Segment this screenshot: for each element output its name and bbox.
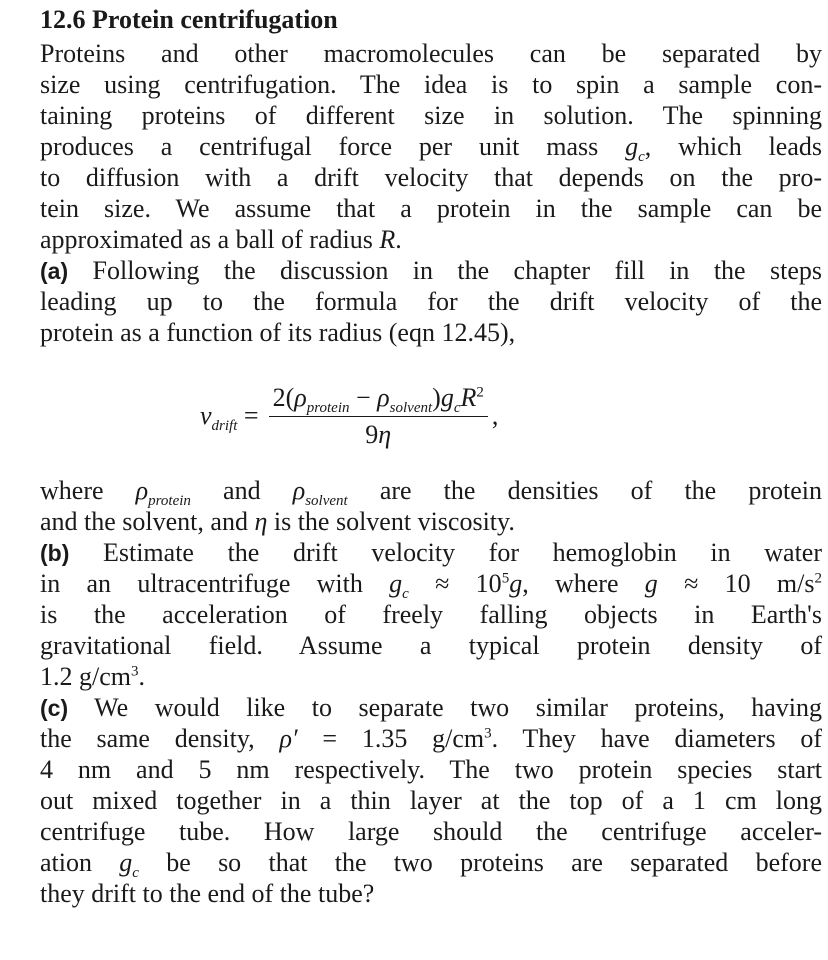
text-run: leading up to the formula for the drift velocity of the xyxy=(40,287,822,316)
text-run: be so that the two proteins are separated before xyxy=(138,848,822,877)
text-run: . xyxy=(395,225,402,254)
text-line xyxy=(40,816,822,847)
text-run: approximated as a ball of radius xyxy=(40,225,380,254)
text-line xyxy=(40,630,822,661)
math-i: g xyxy=(644,569,658,598)
text-line xyxy=(40,599,822,630)
text-run: and xyxy=(190,476,293,505)
math-sub: c xyxy=(402,586,409,603)
math-sub: c xyxy=(132,865,139,882)
math-sub: protein xyxy=(148,493,191,510)
eq-eta: η xyxy=(378,419,392,449)
part-label: (b) xyxy=(40,540,70,566)
math-i: g xyxy=(625,132,639,161)
eq-g-sub: c xyxy=(453,399,461,416)
part-label: (c) xyxy=(40,695,69,721)
text-run: tein size. We assume that a protein in the sample can be xyxy=(40,194,822,223)
text-run: . xyxy=(138,662,145,691)
eq-comma: , xyxy=(491,401,499,430)
math-i: η xyxy=(254,507,268,536)
math-sup: 2 xyxy=(814,570,822,587)
eq-rho-solvent-sub: solvent xyxy=(389,399,433,416)
eq-v-sub: drift xyxy=(211,418,238,435)
text-run: is the acceleration of freely falling objects in Earth's xyxy=(40,600,822,629)
math-sup: 3 xyxy=(484,725,492,742)
text-run: , where xyxy=(522,569,645,598)
text-run: out mixed together in a thin layer at the top of a 1 cm long xyxy=(40,786,822,815)
eq-v: v xyxy=(200,401,212,430)
text-line xyxy=(40,506,822,537)
text-run: Estimate the drift velocity for hemoglobin in water xyxy=(69,538,822,567)
text-run: are the densities of the protein xyxy=(347,476,822,505)
text-line xyxy=(40,255,822,286)
eq-num-a: 2( xyxy=(272,382,295,412)
text-line xyxy=(40,692,822,723)
eq-minus: − xyxy=(349,382,378,412)
text-run: ≈ 10 xyxy=(408,569,502,598)
text-run: they drift to the end of the tube? xyxy=(40,879,375,908)
text-line xyxy=(40,193,822,224)
eq-R: R xyxy=(460,382,477,412)
math-i: R xyxy=(379,225,396,254)
part-label: (a) xyxy=(40,258,69,284)
text-run: protein as a function of its radius (eqn 12.45), xyxy=(40,318,516,347)
text-line xyxy=(40,568,822,603)
text-run: 4 nm and 5 nm respectively. The two protein species start xyxy=(40,755,822,784)
text-run: centrifuge tube. How large should the centrifuge acceler- xyxy=(40,817,822,846)
text-line xyxy=(40,537,822,568)
text-line xyxy=(40,100,822,131)
math-i: g xyxy=(509,569,523,598)
eq-den-9: 9 xyxy=(365,419,379,449)
text-run: , which leads xyxy=(644,132,822,161)
text-run: 1.2 g/cm xyxy=(40,662,131,691)
text-run: . They have diameters of xyxy=(491,724,823,753)
drift-velocity-equation xyxy=(200,378,498,454)
text-line xyxy=(40,475,822,510)
text-line xyxy=(40,162,822,193)
text-line xyxy=(40,224,822,255)
eq-g: g xyxy=(440,382,454,412)
text-line xyxy=(40,69,822,100)
text-run: ation xyxy=(40,848,120,877)
text-line xyxy=(40,723,822,754)
equation-fraction xyxy=(269,383,488,450)
text-run: to diffusion with a drift velocity that depends on the pro- xyxy=(40,163,822,192)
math-i: g xyxy=(389,569,403,598)
equation-numerator xyxy=(269,382,488,416)
text-line xyxy=(40,847,822,882)
text-run: produces a centrifugal force per unit mass xyxy=(40,132,626,161)
text-run: We would like to separate two similar proteins, having xyxy=(68,693,822,722)
text-run: = 1.35 g/cm xyxy=(297,724,485,753)
fraction-bar xyxy=(269,416,488,417)
eq-rho-solvent: ρ xyxy=(377,382,390,412)
text-line xyxy=(40,878,822,909)
math-sub: c xyxy=(638,149,645,166)
text-run: Following the discussion in the chapter fill in the steps xyxy=(68,256,822,285)
text-run: size using centrifugation. The idea is to spin a sample con- xyxy=(40,70,822,99)
text-run: taining proteins of different size in solution. The spinning xyxy=(40,101,822,130)
math-sup: 5 xyxy=(501,570,510,587)
text-run: Proteins and other macromolecules can be separated by xyxy=(40,39,822,68)
text-run: where xyxy=(40,476,136,505)
eq-equals: = xyxy=(237,401,259,430)
math-i: ρ′ xyxy=(279,724,298,753)
eq-rho-protein: ρ xyxy=(294,382,307,412)
math-sub: solvent xyxy=(305,493,348,510)
text-run: is the solvent viscosity. xyxy=(267,507,515,536)
text-run: ≈ 10 m/s xyxy=(657,569,815,598)
text-line xyxy=(40,317,822,348)
section-title: 12.6 Protein centrifugation xyxy=(40,5,338,34)
text-run: and the solvent, and xyxy=(40,507,255,536)
eq-num-b: ) xyxy=(432,382,441,412)
text-line xyxy=(40,131,822,166)
eq-R-sup: 2 xyxy=(476,383,484,400)
math-i: g xyxy=(119,848,133,877)
equation-denominator xyxy=(365,420,391,450)
eq-rho-protein-sub: protein xyxy=(306,399,350,416)
text-run: in an ultracentrifuge with xyxy=(40,569,390,598)
math-sup: 3 xyxy=(131,663,139,680)
text-line xyxy=(40,38,822,69)
text-line xyxy=(40,286,822,317)
text-line xyxy=(40,754,822,785)
text-run: gravitational field. Assume a typical protein density of xyxy=(40,631,822,660)
math-i: ρ xyxy=(135,476,149,505)
math-i: ρ xyxy=(292,476,306,505)
text-line xyxy=(40,661,822,692)
text-line xyxy=(40,785,822,816)
text-run: the same density, xyxy=(40,724,280,753)
equation-lhs xyxy=(200,401,259,435)
